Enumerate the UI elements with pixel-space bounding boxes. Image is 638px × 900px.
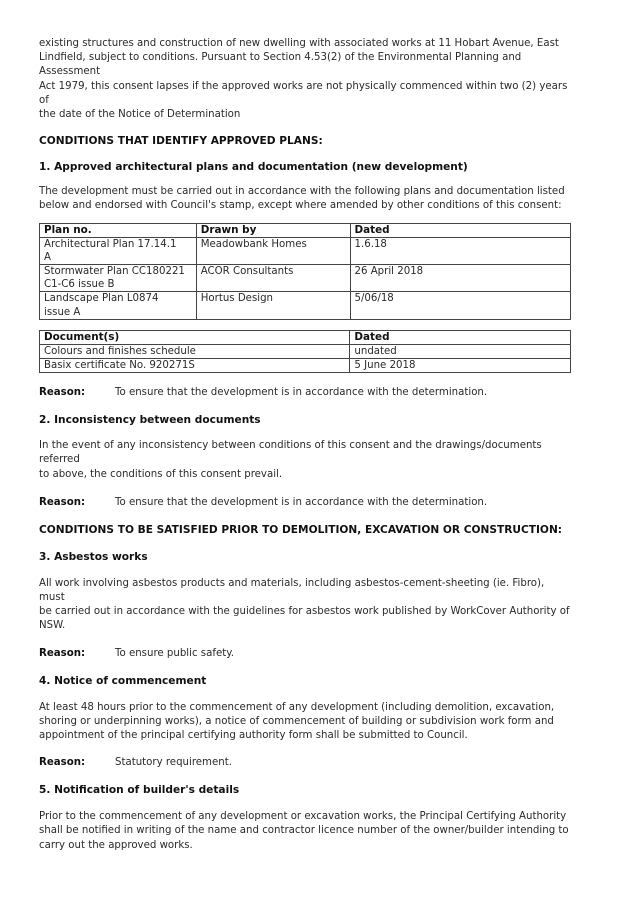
reason-line-1 bbox=[39, 386, 571, 400]
condition-5-body: Prior to the commencement of any development or excavation works, the Principal Certifying Authority shall be notified in writing of the name and contractor licence number of the owner/builder intending to carry out the approved works. bbox=[39, 811, 569, 851]
condition-5-title: 5. Notification of builder's details bbox=[39, 784, 240, 797]
table-cell: Architectural Plan 17.14.1 A bbox=[40, 237, 197, 264]
reason-text: To ensure public safety. bbox=[115, 647, 235, 659]
table-cell: Landscape Plan L0874 issue A bbox=[40, 292, 197, 319]
reason-label: Reason: bbox=[39, 496, 86, 508]
table-header-row bbox=[40, 223, 571, 237]
table-cell: Basix certificate No. 920271S bbox=[40, 359, 350, 373]
reason-label: Reason: bbox=[39, 387, 86, 399]
table-cell: ACOR Consultants bbox=[196, 265, 350, 292]
condition-2-body: In the event of any inconsistency between conditions of this consent and the drawings/documents referred to above, the conditions of this consent prevail. bbox=[39, 440, 542, 480]
column-header: Plan no. bbox=[40, 223, 197, 237]
reason-label: Reason: bbox=[39, 757, 86, 769]
condition-4-title: 4. Notice of commencement bbox=[39, 674, 207, 687]
table-cell: Colours and finishes schedule bbox=[40, 344, 350, 358]
reason-text: To ensure that the development is in accordance with the determination. bbox=[115, 387, 488, 399]
table-cell: 1.6.18 bbox=[350, 237, 570, 264]
approved-plans-table bbox=[39, 223, 571, 320]
intro-paragraph: existing structures and construction of new dwelling with associated works at 11 Hobart Avenue, East Lindfield, subject to conditions. Pursuant to Section 4.53(2) of the Environmental Planning and Assessment Act 1979, this consent lapses if the approved works are not physically commenced within two (2) years of the date of the Notice of Determination bbox=[39, 38, 568, 121]
condition-3-title: 3. Asbestos works bbox=[39, 550, 148, 563]
approved-plans-heading: CONDITIONS THAT IDENTIFY APPROVED PLANS: bbox=[39, 135, 323, 148]
table-row bbox=[40, 359, 571, 373]
prior-conditions-heading: CONDITIONS TO BE SATISFIED PRIOR TO DEMOLITION, EXCAVATION OR CONSTRUCTION: bbox=[39, 523, 563, 536]
reason-label: Reason: bbox=[39, 647, 86, 659]
column-header: Dated bbox=[350, 223, 570, 237]
table-cell: undated bbox=[350, 344, 571, 358]
reason-line-3 bbox=[39, 647, 571, 661]
table-cell: 5 June 2018 bbox=[350, 359, 571, 373]
condition-2-title: 2. Inconsistency between documents bbox=[39, 414, 261, 427]
table-row bbox=[40, 237, 571, 264]
condition-3-body: All work involving asbestos products and materials, including asbestos-cement-sheeting (ie. Fibro), must be carried out in accordance with the guidelines for asbestos work published by WorkCover Authority of NSW. bbox=[39, 577, 570, 632]
document-page bbox=[39, 37, 571, 853]
table-row bbox=[40, 265, 571, 292]
reason-line-4 bbox=[39, 756, 571, 770]
table-row bbox=[40, 292, 571, 319]
table-cell: Hortus Design bbox=[196, 292, 350, 319]
table-cell: Stormwater Plan CC180221 C1-C6 issue B bbox=[40, 265, 197, 292]
column-header: Dated bbox=[350, 330, 571, 344]
condition-1-title: 1. Approved architectural plans and documentation (new development) bbox=[39, 161, 468, 174]
table-cell: 26 April 2018 bbox=[350, 265, 570, 292]
column-header: Drawn by bbox=[196, 223, 350, 237]
table-row bbox=[40, 344, 571, 358]
table-header-row bbox=[40, 330, 571, 344]
reason-line-2 bbox=[39, 496, 571, 510]
condition-4-body: At least 48 hours prior to the commencement of any development (including demolition, excavation, shoring or underpinning works), a notice of commencement of building or subdivision work form and appointment of the principal certifying authority form shall be submitted to Council. bbox=[39, 701, 555, 742]
documents-table bbox=[39, 330, 571, 373]
reason-text: Statutory requirement. bbox=[115, 757, 232, 769]
reason-text: To ensure that the development is in accordance with the determination. bbox=[115, 496, 488, 508]
condition-1-body: The development must be carried out in accordance with the following plans and documentation listed below and endorsed with Council's stamp, except where amended by other conditions of this consent: bbox=[39, 186, 565, 212]
column-header: Document(s) bbox=[40, 330, 350, 344]
table-cell: 5/06/18 bbox=[350, 292, 570, 319]
table-cell: Meadowbank Homes bbox=[196, 237, 350, 264]
